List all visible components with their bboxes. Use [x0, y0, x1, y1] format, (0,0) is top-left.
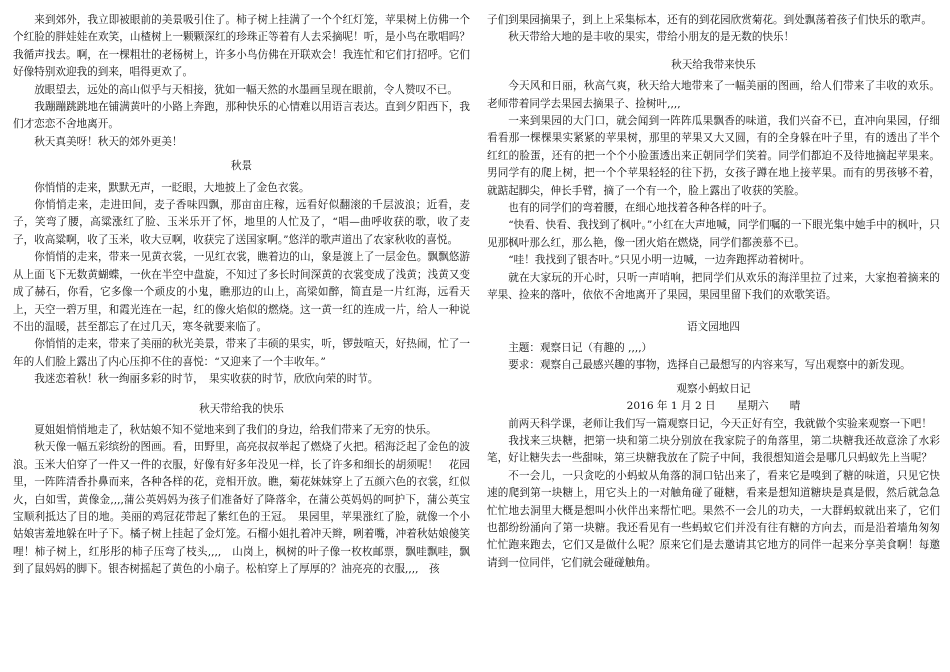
paragraph: 不一会儿，一只贪吃的小蚂蚁从角落的洞口钻出来了，看来它是嗅到了糖的味道，只见它快速的爬到第一块糖上，用它头上的一对触角碰了碰糖，看来是想知道糖块是真是假，然后就急急忙忙地去洞里大概是想叫小伙伴出来帮忙吧。果然不一会儿的功夫，一大群蚂蚁就出来了，它们也都纷纷涌向了第一块糖。我还看见有一些蚂蚁它们并没有往有糖的方向去，而是沿着墙角匆匆忙忙跑来跑去，它们又是做什么呢？原来它们是去邀请其它地方的同伴一起来分享美食啊！每邀请到一位同伴，它们就会碰碰触角。: [487, 469, 940, 569]
paragraph: 我迷恋着秋！秋一绚丽多彩的时节， 果实收获的时节，欣欣向荣的时节。: [34, 373, 379, 386]
paragraph: 你悄悄的走来，带来了美丽的秋光美景，带来了丰硕的果实，听，锣鼓喧天，好热闹，忙了一年的人们脸上露出了内心压抑不住的喜悦：“又迎来了一个丰收年。”: [13, 338, 470, 368]
diary-title: 观察小蚂蚁日记: [676, 382, 751, 395]
section-title-chinese-garden: 语文园地四: [687, 320, 740, 333]
paragraph: 放眼望去，远处的高山似乎与天相接，犹如一幅天然的水墨画呈现在眼前，令人赞叹不已。: [34, 83, 458, 96]
section-title-autumn-happy: 秋天给我带来快乐: [671, 58, 756, 71]
left-column: [13, 12, 470, 662]
paragraph: 就在大家玩的开心时，只听一声哨响，把同学们从欢乐的海洋里拉了过来，大家抱着摘来的苹果、捡来的落叶，依依不舍地离开了果园，果园里留下我们的欢歌笑语。: [487, 271, 940, 302]
assignment-topic: 主题：观察日记（有趣的 ,,,,）: [508, 341, 653, 354]
paragraph: 你悄悄的走来，默默无声，一眨眼，大地披上了金色衣裳。: [34, 181, 310, 194]
paragraph: 秋天像一幅五彩缤纷的图画。看，田野里，高亮叔叔举起了燃烧了火把。稻海泛起了金色的波浪。玉米大伯穿了一件又一件的衣服，好像有好多年没见一样，长了许多和细长的胡须呢！ 花园里，一阵阵清香扑鼻而来，各种各样的花，竞相开放。瞧，菊花妹妹穿上了五颜六色的衣裳，红似火，白如雪，黄像金,,,,蒲公英妈妈为孩子们准备好了降落伞，在蒲公英妈妈的呵护下，蒲公英宝宝顺利抵达了目的地。美丽的鸡冠花带起了紫红色的王冠。 果园里，苹果涨红了脸，就像一个小姑娘害羞地躲在叶子下。橘子树上挂起了金灯笼。石榴小姐扎着冲天辫，咧着嘴，冲着秋姑娘傻笑哩！柿子树上，红彤彤的柿子压弯了枝头,,,, 山岗上，枫树的叶子像一枚枚邮票，飘哇飘哇，飘到了鼠妈妈的脚下。银杏树摇起了黄色的小扇子。松柏穿上了厚厚的？油亮亮的衣服,,,, 孩: [13, 441, 470, 576]
paragraph: 我蹦蹦跳跳地在铺满黄叶的小路上奔跑，那种快乐的心情难以用语言表达。直到夕阳西下，我们才恋恋不舍地离开。: [13, 101, 470, 131]
section-title-autumn-scene: 秋景: [230, 160, 253, 173]
paragraph: 今天风和日丽，秋高气爽，秋天给大地带来了一幅美丽的图画，给人们带来了丰收的欢乐。老师带着同学去果园去摘果子、捡树叶,,,,: [487, 80, 940, 110]
right-column: [487, 12, 940, 662]
paragraph: 夏姐姐悄悄地走了，秋姑娘不知不觉地来到了我们的身边，给我们带来了无穷的快乐。: [34, 423, 437, 436]
paragraph: 一来到果园的大门口，就会闻到一阵阵瓜果飘香的味道，我们兴奋不已，直冲向果园，仔细看看那一棵棵果实紧紧的苹果树，那里的苹果又大又圆，有的全身躲在叶子里，有的透出了半个红红的脸蛋，还有的把一个个小脸蛋透出来正朝同学们笑着。同学们都迫不及待地摘起苹果来。男同学有的爬上树，把一个个苹果轻轻的往下扔，女孩子蹲在地上接苹果。而有的男孩够不着，就踮起脚尖，伸长手臂，摘了一个有一个，脸上露出了收获的笑脸。: [487, 115, 940, 197]
paragraph: 你悄悄的走来，带来一见黄衣裳，一见红衣裳，瞧着边的山，象是渡上了一层金色。飘飘悠游从上面飞下无数黄蝴蝶，一伙在半空中盘旋，不知过了多长时间深黄的衣裳变成了浅黄；浅黄又变成了赫石，你看，它多像一个顽皮的小鬼，瞧那边的山上，高梁如醉，简直是一片红海，远看天上，天空一碧万里，和霞光连在一起，红的像火焰似的燃烧。这一黄一红的连成一片，给人一种说不出的温暖，甚至都忘了在过几天，寒冬就要来临了。: [13, 251, 470, 333]
paragraph: “哇！我找到了银杏叶。”只见小明一边喊，一边奔跑挥动着树叶。: [508, 254, 811, 267]
diary-date: 2016 年 1 月 2 日 星期六 晴: [626, 400, 801, 413]
paragraph: 秋天带给大地的是丰收的果实，带给小朋友的是无数的快乐！: [508, 31, 795, 44]
paragraph: 我找来三块糖，把第一块和第二块分别放在我家院子的角落里，第二块糖我还故意涂了水彩笔，好让糖失去一些甜味，第三块糖我放在了院子中间，我很想知道会是哪几只蚂蚁先上当呢？: [487, 434, 940, 465]
paragraph: 秋天真美呀！秋天的郊外更美！: [34, 135, 183, 148]
paragraph: 子们到果园摘果子，到上上采集标本，还有的到花园欣赏菊花。到处飘荡着孩子们快乐的歌声。: [487, 14, 932, 26]
paragraph: 也有的同学们的弯着腰，在细心地找着各种各样的叶子。: [508, 202, 774, 215]
paragraph: 来到郊外，我立即被眼前的美景吸引住了。柿子树上挂满了一个个红灯笼，苹果树上仿佛一个个红脸的胖娃娃在欢笑，山楂树上一颗颗深红的珍珠正等着有人去采摘呢！听，是小鸟在歌唱吗？我循声找去。啊，在一棵粗壮的老杨树上，许多小鸟仿佛在开联欢会！我连忙和它们打招呼。它们好像特别欢迎我的到来，唱得更欢了。: [13, 14, 470, 79]
paragraph: 前两天科学课，老师让我们写一篇观察日记，今天正好有空，我就做个实验来观察一下吧！: [508, 417, 932, 430]
paragraph: “快看、快看、我找到了枫叶。”小红在大声地喊，同学们嘱的一下眼光集中她手中的枫叶，只见那枫叶那么红，那么艳，像一团火焰在燃烧，同学们都羡慕不已。: [487, 219, 940, 249]
assignment-requirement: 要求：观察自己最感兴趣的事物，选择自己最想写的内容来写，写出观察中的新发现。: [508, 359, 911, 372]
section-title-autumn-joy: 秋天带给我的快乐: [199, 402, 284, 415]
paragraph: 你悄悄走来，走进田间，麦子香味四飘，那亩亩庄稼，远看好似翻滚的千层波浪；近看，麦子，笑弯了腰，高粱涨红了脸、玉米乐开了怀，地里的人忙及了，“唱—曲呼收获的歌，收了麦子，收高粱啊，收了玉米，收大豆啊，收获完了送国家啊。”悠洋的歌声道出了农家秋收的喜悦。: [13, 199, 470, 246]
